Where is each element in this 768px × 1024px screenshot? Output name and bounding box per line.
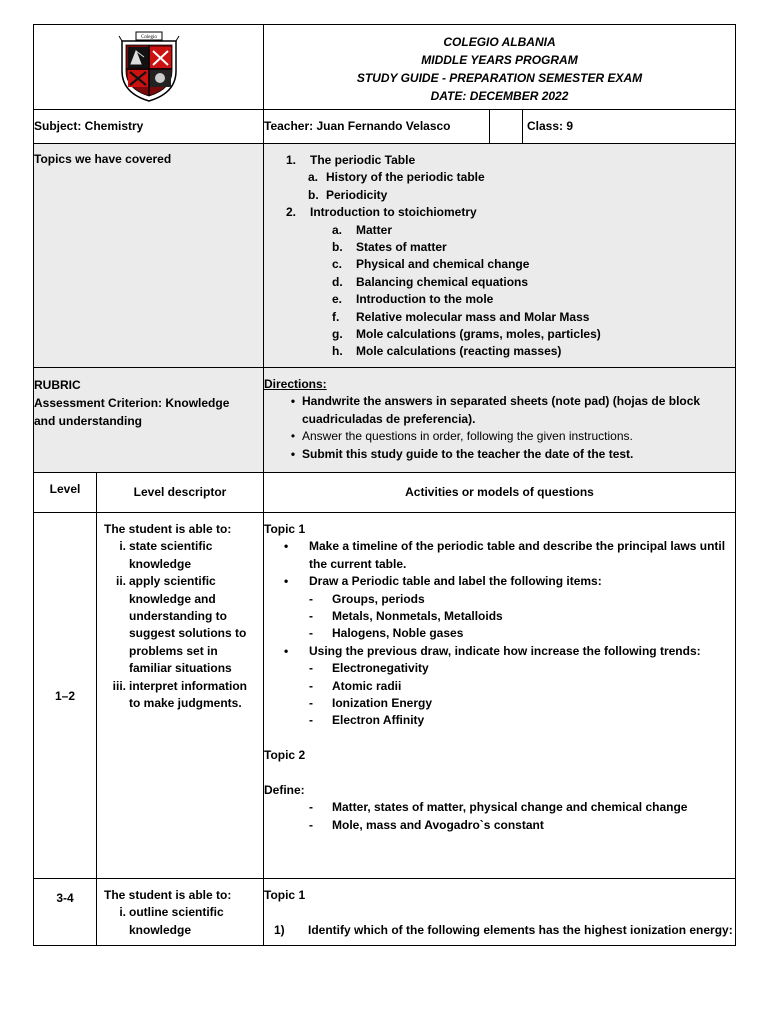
topic-text: Introduction to the mole: [356, 292, 494, 307]
guide-date: DATE: DECEMBER 2022: [430, 89, 569, 103]
define-label: Define:: [264, 782, 305, 797]
topic-marker: 1.: [286, 153, 297, 167]
topic-marker: b.: [308, 187, 319, 202]
dash-icon: -: [309, 713, 313, 728]
topic-item: [264, 222, 735, 239]
subject-cell: Subject: Chemistry: [34, 110, 264, 144]
direction-item-3: • Submit this study guide to the teacher the date of the test.: [264, 446, 735, 463]
descriptor-marker: ii.: [115, 574, 126, 589]
activity-text: the current table.: [309, 556, 407, 571]
topic-item: [264, 309, 735, 326]
bullet-icon: •: [284, 643, 289, 658]
svg-text:Colegio: Colegio: [140, 35, 157, 41]
class-cell: [490, 110, 736, 144]
descriptor-text: to make judgments.: [129, 695, 242, 710]
dash-icon: -: [309, 608, 313, 623]
activity-line: [264, 695, 735, 712]
directions-label: Directions:: [264, 377, 327, 391]
activity-line: [264, 625, 735, 642]
topic-item: [264, 274, 735, 291]
level-value: 3-4: [34, 879, 97, 946]
criterion-line2: and understanding: [34, 414, 142, 428]
direction-item-1-cont: cuadriculadas de preferencia).: [302, 411, 476, 426]
topic-item: [264, 169, 735, 186]
descriptor-text: knowledge and: [129, 591, 216, 606]
activities-cell: [264, 879, 736, 946]
topic-marker: a.: [332, 222, 343, 237]
topic-text: The periodic Table: [310, 153, 416, 167]
topic-text: States of matter: [356, 239, 447, 254]
descriptor-line: [104, 695, 263, 712]
descriptor-marker: i.: [119, 539, 126, 554]
descriptor-line: [104, 591, 263, 608]
descriptor-marker: i.: [119, 905, 126, 920]
activity-text: Halogens, Noble gases: [332, 626, 464, 641]
activity-line: [264, 608, 735, 625]
dash-icon: -: [309, 661, 313, 676]
activity-text: Using the previous draw, indicate how increase the following trends:: [309, 643, 701, 658]
descriptor-header: Level descriptor: [97, 473, 264, 513]
level-header: Level: [34, 473, 97, 513]
question-1: [264, 922, 735, 939]
topic-1-heading: Topic 1: [264, 888, 306, 902]
descriptor-line: [104, 556, 263, 573]
activity-text: Make a timeline of the periodic table and describe the principal laws until: [309, 539, 726, 554]
descriptor-line: [104, 643, 263, 660]
topic-item: [264, 256, 735, 273]
topic-text: Physical and chemical change: [356, 257, 530, 272]
activities-cell: [264, 513, 736, 879]
descriptor-line: [104, 573, 263, 590]
topic-text: Introduction to stoichiometry: [310, 205, 477, 220]
descriptor-text: interpret information: [129, 678, 248, 693]
descriptor-line: [104, 608, 263, 625]
define-line: [264, 799, 735, 816]
descriptor-text: suggest solutions to: [129, 626, 247, 641]
guide-title: STUDY GUIDE - PREPARATION SEMESTER EXAM: [356, 71, 643, 85]
bullet-icon: •: [290, 394, 296, 409]
descriptor-line: [104, 922, 263, 939]
column-header-row: [34, 473, 736, 513]
activity-text: Groups, periods: [332, 591, 425, 606]
directions-cell: [264, 368, 736, 473]
title-cell: [264, 25, 736, 110]
activity-text: Electron Affinity: [332, 713, 425, 728]
question-number: 1): [274, 922, 285, 937]
dash-icon: -: [309, 695, 313, 710]
class-label: Class: 9: [527, 119, 574, 133]
descriptor-text: understanding to: [129, 608, 227, 623]
topic-marker: a.: [308, 170, 319, 185]
activity-text: Metals, Nonmetals, Metalloids: [332, 608, 503, 623]
define-line: [264, 817, 735, 834]
activity-text: Ionization Energy: [332, 695, 433, 710]
topic-marker: h.: [332, 344, 343, 359]
level-value: 1–2: [34, 513, 97, 879]
program-name: MIDDLE YEARS PROGRAM: [421, 53, 578, 67]
activity-text: Electronegativity: [332, 661, 429, 676]
activity-line: [264, 573, 735, 590]
school-name: COLEGIO ALBANIA: [443, 35, 556, 49]
descriptor-text: knowledge: [129, 922, 192, 937]
topic-marker: c.: [332, 257, 343, 272]
level-row-3-4: [34, 879, 736, 946]
topic-marker: 2.: [286, 205, 297, 220]
descriptor-intro: The student is able to:: [104, 522, 232, 536]
rubric-title: RUBRIC: [34, 378, 81, 392]
activity-line: [264, 556, 735, 573]
topic-text: Matter: [356, 222, 393, 237]
descriptor-line: [104, 678, 263, 695]
topic-2-heading: Topic 2: [264, 748, 306, 763]
activity-line: [264, 591, 735, 608]
teacher-cell: Teacher: Juan Fernando Velasco: [264, 110, 490, 144]
activity-text: Draw a Periodic table and label the following items:: [309, 574, 602, 589]
topic-item: [264, 326, 735, 343]
descriptor-line: [104, 904, 263, 921]
topic-item: [264, 204, 735, 221]
activity-text: Atomic radii: [332, 678, 402, 693]
topic-text: Periodicity: [326, 187, 388, 202]
topics-label: Topics we have covered: [34, 144, 264, 368]
topic-item: [264, 239, 735, 256]
descriptor-text: familiar situations: [129, 661, 232, 676]
descriptor-text: knowledge: [129, 556, 192, 571]
topic-text: Mole calculations (grams, moles, particles): [356, 326, 601, 341]
dash-icon: -: [309, 817, 313, 832]
topic-item: [264, 291, 735, 308]
bullet-icon: •: [290, 446, 296, 461]
topic-marker: d.: [332, 274, 343, 289]
descriptor-text: outline scientific: [129, 905, 224, 920]
activity-line: [264, 678, 735, 695]
activity-line: [264, 712, 735, 729]
topics-list: [264, 144, 736, 368]
header-row: [34, 25, 736, 110]
bullet-icon: •: [284, 574, 289, 589]
descriptor-text: state scientific: [129, 539, 213, 554]
rubric-row: [34, 368, 736, 473]
descriptor-line: [104, 625, 263, 642]
topic-1-heading: Topic 1: [264, 522, 306, 536]
descriptor-cell: [97, 513, 264, 879]
topics-row: [34, 144, 736, 368]
dash-icon: -: [309, 626, 313, 641]
activities-header: Activities or models of questions: [264, 473, 736, 513]
logo-cell: [34, 25, 264, 110]
topic-marker: f.: [332, 309, 340, 324]
descriptor-line: [104, 538, 263, 555]
dash-icon: -: [309, 591, 313, 606]
descriptor-line: [104, 660, 263, 677]
info-row: [34, 110, 736, 144]
activity-line: [264, 660, 735, 677]
topic-item: [264, 343, 735, 360]
school-crest-logo: [116, 31, 182, 103]
descriptor-marker: iii.: [112, 678, 126, 693]
question-text: Identify which of the following elements has the highest ionization energy:: [308, 922, 733, 937]
topic-marker: e.: [332, 292, 343, 307]
descriptor-cell: [97, 879, 264, 946]
dash-icon: -: [309, 800, 313, 815]
topic-marker: g.: [332, 326, 343, 341]
dash-icon: -: [309, 678, 313, 693]
topic-text: Mole calculations (reacting masses): [356, 344, 562, 359]
topic-text: Balancing chemical equations: [356, 274, 529, 289]
direction-item-2: • Answer the questions in order, following the given instructions.: [264, 428, 735, 445]
bullet-icon: •: [284, 539, 289, 554]
descriptor-intro: The student is able to:: [104, 888, 232, 902]
topic-item: [264, 152, 735, 169]
activity-line: [264, 643, 735, 660]
descriptor-text: problems set in: [129, 643, 218, 658]
direction-item-1: • Handwrite the answers in separated sheets (note pad) (hojas de block: [264, 393, 735, 410]
activity-line: [264, 538, 735, 555]
criterion-line1: Assessment Criterion: Knowledge: [34, 396, 230, 410]
descriptor-text: apply scientific: [129, 574, 216, 589]
bullet-icon: •: [290, 429, 296, 444]
topic-text: History of the periodic table: [326, 170, 485, 185]
study-guide-table: [33, 24, 736, 946]
rubric-cell: [34, 368, 264, 473]
level-row-1-2: [34, 513, 736, 879]
topic-marker: b.: [332, 239, 343, 254]
topic-text: Relative molecular mass and Molar Mass: [356, 309, 590, 324]
topic-item: [264, 187, 735, 204]
define-text: Matter, states of matter, physical change and chemical change: [332, 800, 688, 815]
define-text: Mole, mass and Avogadro`s constant: [332, 817, 544, 832]
